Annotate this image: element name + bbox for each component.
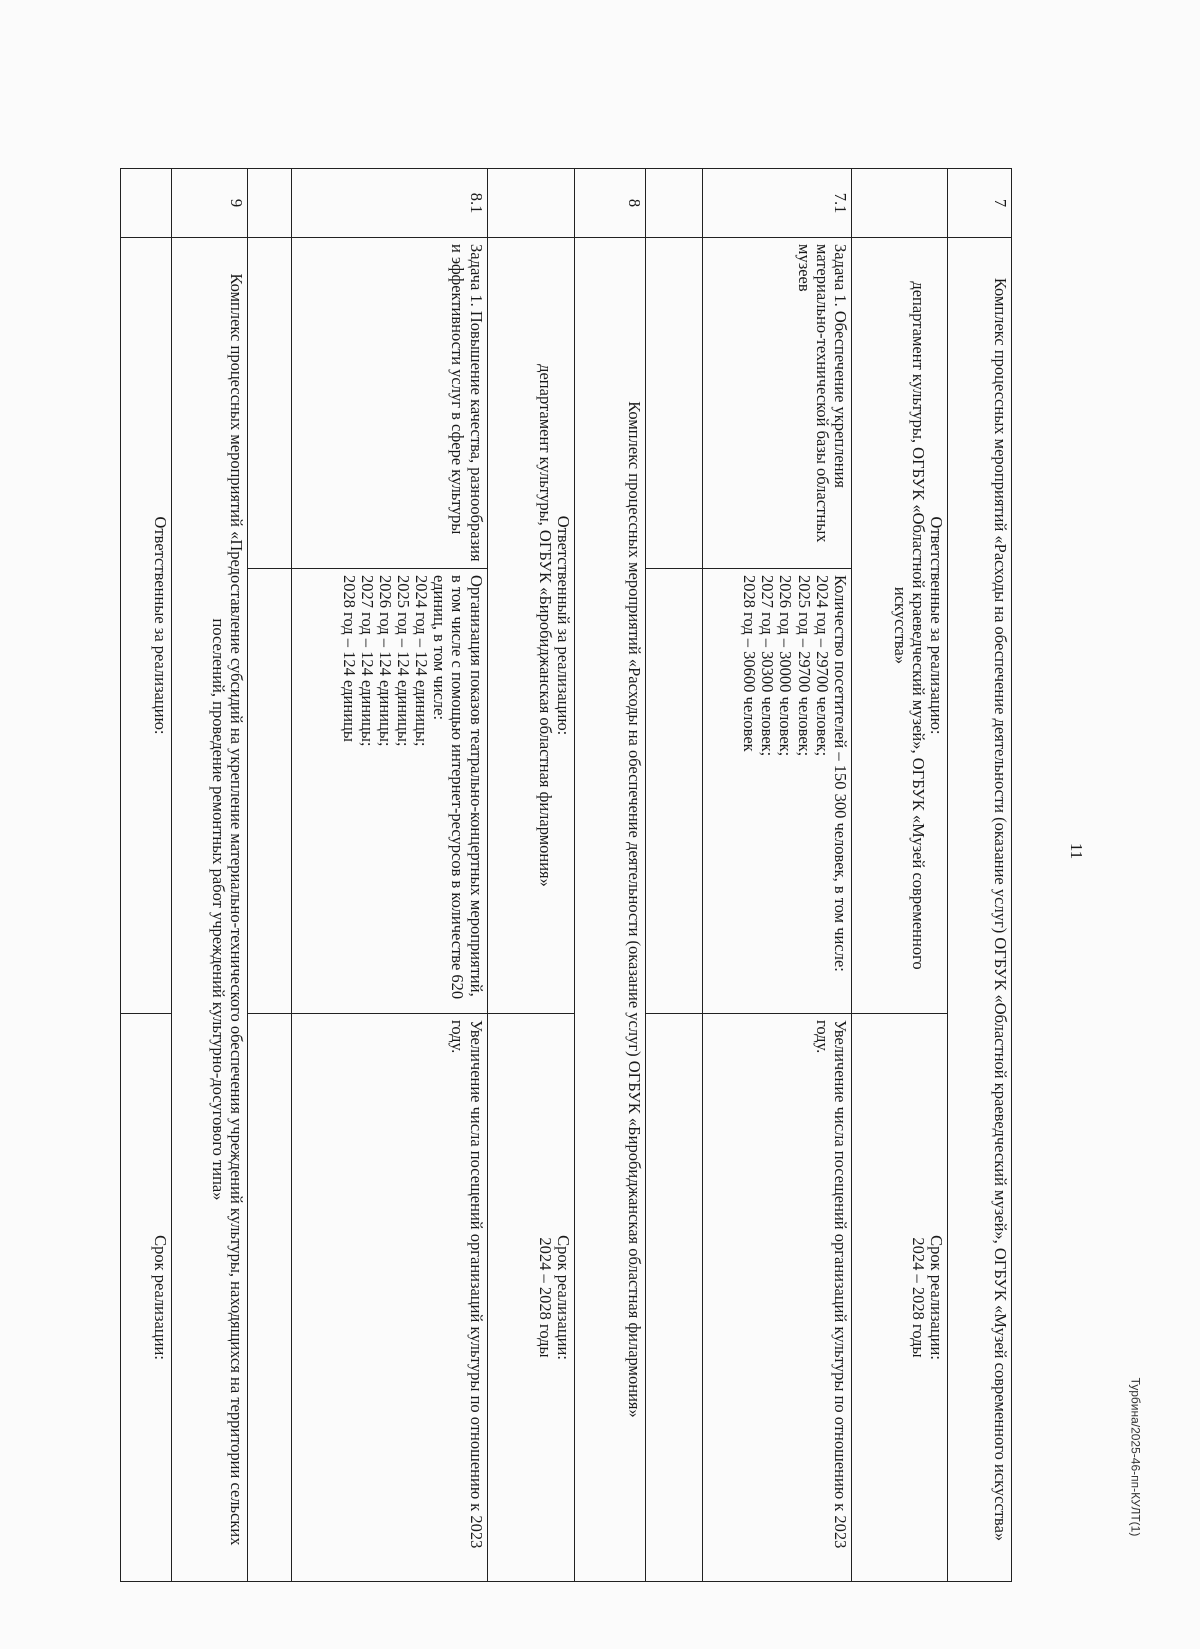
row-number: 8.1	[292, 169, 487, 238]
indicator-line: Количество посетителей – 150 300 человек, в том числе:	[830, 575, 850, 972]
table-row	[948, 169, 1012, 1582]
table-row	[171, 169, 248, 1582]
task-text: Задача 1. Обеспечение укрепления материально-технической базы областных музеев	[702, 238, 851, 569]
indicator-line: Организация показов театрально-концертных мероприятий, в том числе с помощью интернет-ресурсов в количестве 620 единиц, в том числе:	[430, 575, 486, 1000]
table-row	[645, 169, 702, 1582]
period-label: Срок реализации:	[150, 1235, 170, 1360]
period-cell	[487, 1014, 575, 1582]
table-row	[487, 169, 575, 1582]
row-number: 9	[171, 169, 248, 238]
indicator-line: 2025 год – 29700 человек;	[794, 575, 814, 757]
responsible-text: департамент культуры, ОГБУК «Биробиджанская областная филармония»	[536, 364, 556, 887]
responsible-cell	[121, 238, 172, 1014]
table-row	[702, 169, 851, 1582]
indicator-line: 2027 год – 30300 человек;	[758, 575, 778, 757]
complex-title: Комплекс процессных мероприятий «Предоставление субсидий на укрепление материально-технического обеспечения учреждений культуры, находящихся на территории сельских поселений, проведение ремонтных работ учреждений культурно-досугового типа»	[171, 238, 248, 1582]
indicator-line: 2024 год – 29700 человек;	[812, 575, 832, 757]
responsible-text: департамент культуры, ОГБУК «Областной краеведческий музей», ОГБУК «Музей современного искусства»	[891, 281, 929, 970]
effect-text: Увеличение числа посещений организаций культуры по отношению к 2023 году.	[702, 1014, 851, 1582]
indicator-cell	[292, 569, 487, 1014]
responsible-label: Ответственные за реализацию:	[150, 516, 170, 735]
indicator-line: 2028 год – 30600 человек	[740, 575, 760, 752]
period-cell	[851, 1014, 948, 1582]
responsible-cell	[851, 238, 948, 1014]
rotated-table	[120, 168, 1012, 1582]
table-row	[292, 169, 487, 1582]
page-number: 11	[1067, 842, 1087, 860]
indicator-cell	[702, 569, 851, 1014]
measures-table	[120, 168, 1012, 1582]
complex-title: Комплекс процессных мероприятий «Расходы на обеспечение деятельности (оказание услуг) ОГБУК «Областной краеведческий музей», ОГБУК «Музей современного искусства»	[948, 238, 1012, 1582]
indicator-line: 2024 год – 124 единицы;	[412, 575, 432, 747]
indicator-line: 2026 год – 30000 человек;	[776, 575, 796, 757]
table-row	[121, 169, 172, 1582]
period-label: Срок реализации:	[927, 1235, 947, 1360]
document-reference: Турбина/2025-46-пп-КУЛТ(1)	[1128, 1377, 1143, 1537]
row-number: 7	[948, 169, 1012, 238]
indicator-line: 2028 год – 124 единицы	[339, 575, 359, 742]
row-number: 7.1	[702, 169, 851, 238]
table-row	[248, 169, 292, 1582]
responsible-label: Ответственный за реализацию:	[554, 515, 574, 736]
indicator-line: 2025 год – 124 единицы;	[393, 575, 413, 747]
table-row	[575, 169, 645, 1582]
task-text: Задача 1. Повышение качества, разнообразия и эффективности услуг в сфере культуры	[292, 238, 487, 569]
period-text: 2024 – 2028 годы	[909, 1237, 929, 1358]
period-label: Срок реализации:	[554, 1235, 574, 1360]
responsible-cell	[487, 238, 575, 1014]
period-text: 2024 – 2028 годы	[536, 1237, 556, 1358]
complex-title: Комплекс процессных мероприятий «Расходы на обеспечение деятельности (оказание услуг) ОГБУК «Биробиджанская областная филармония»	[575, 238, 645, 1582]
responsible-label: Ответственные за реализацию:	[927, 516, 947, 735]
period-cell	[121, 1014, 172, 1582]
indicator-line: 2027 год – 124 единицы;	[357, 575, 377, 747]
row-number: 8	[575, 169, 645, 238]
table-row	[851, 169, 948, 1582]
rotated-table-wrapper	[120, 168, 1012, 1582]
effect-text: Увеличение числа посещений организаций культуры по отношению к 2023 году.	[292, 1014, 487, 1582]
indicator-line: 2026 год – 124 единицы;	[375, 575, 395, 747]
